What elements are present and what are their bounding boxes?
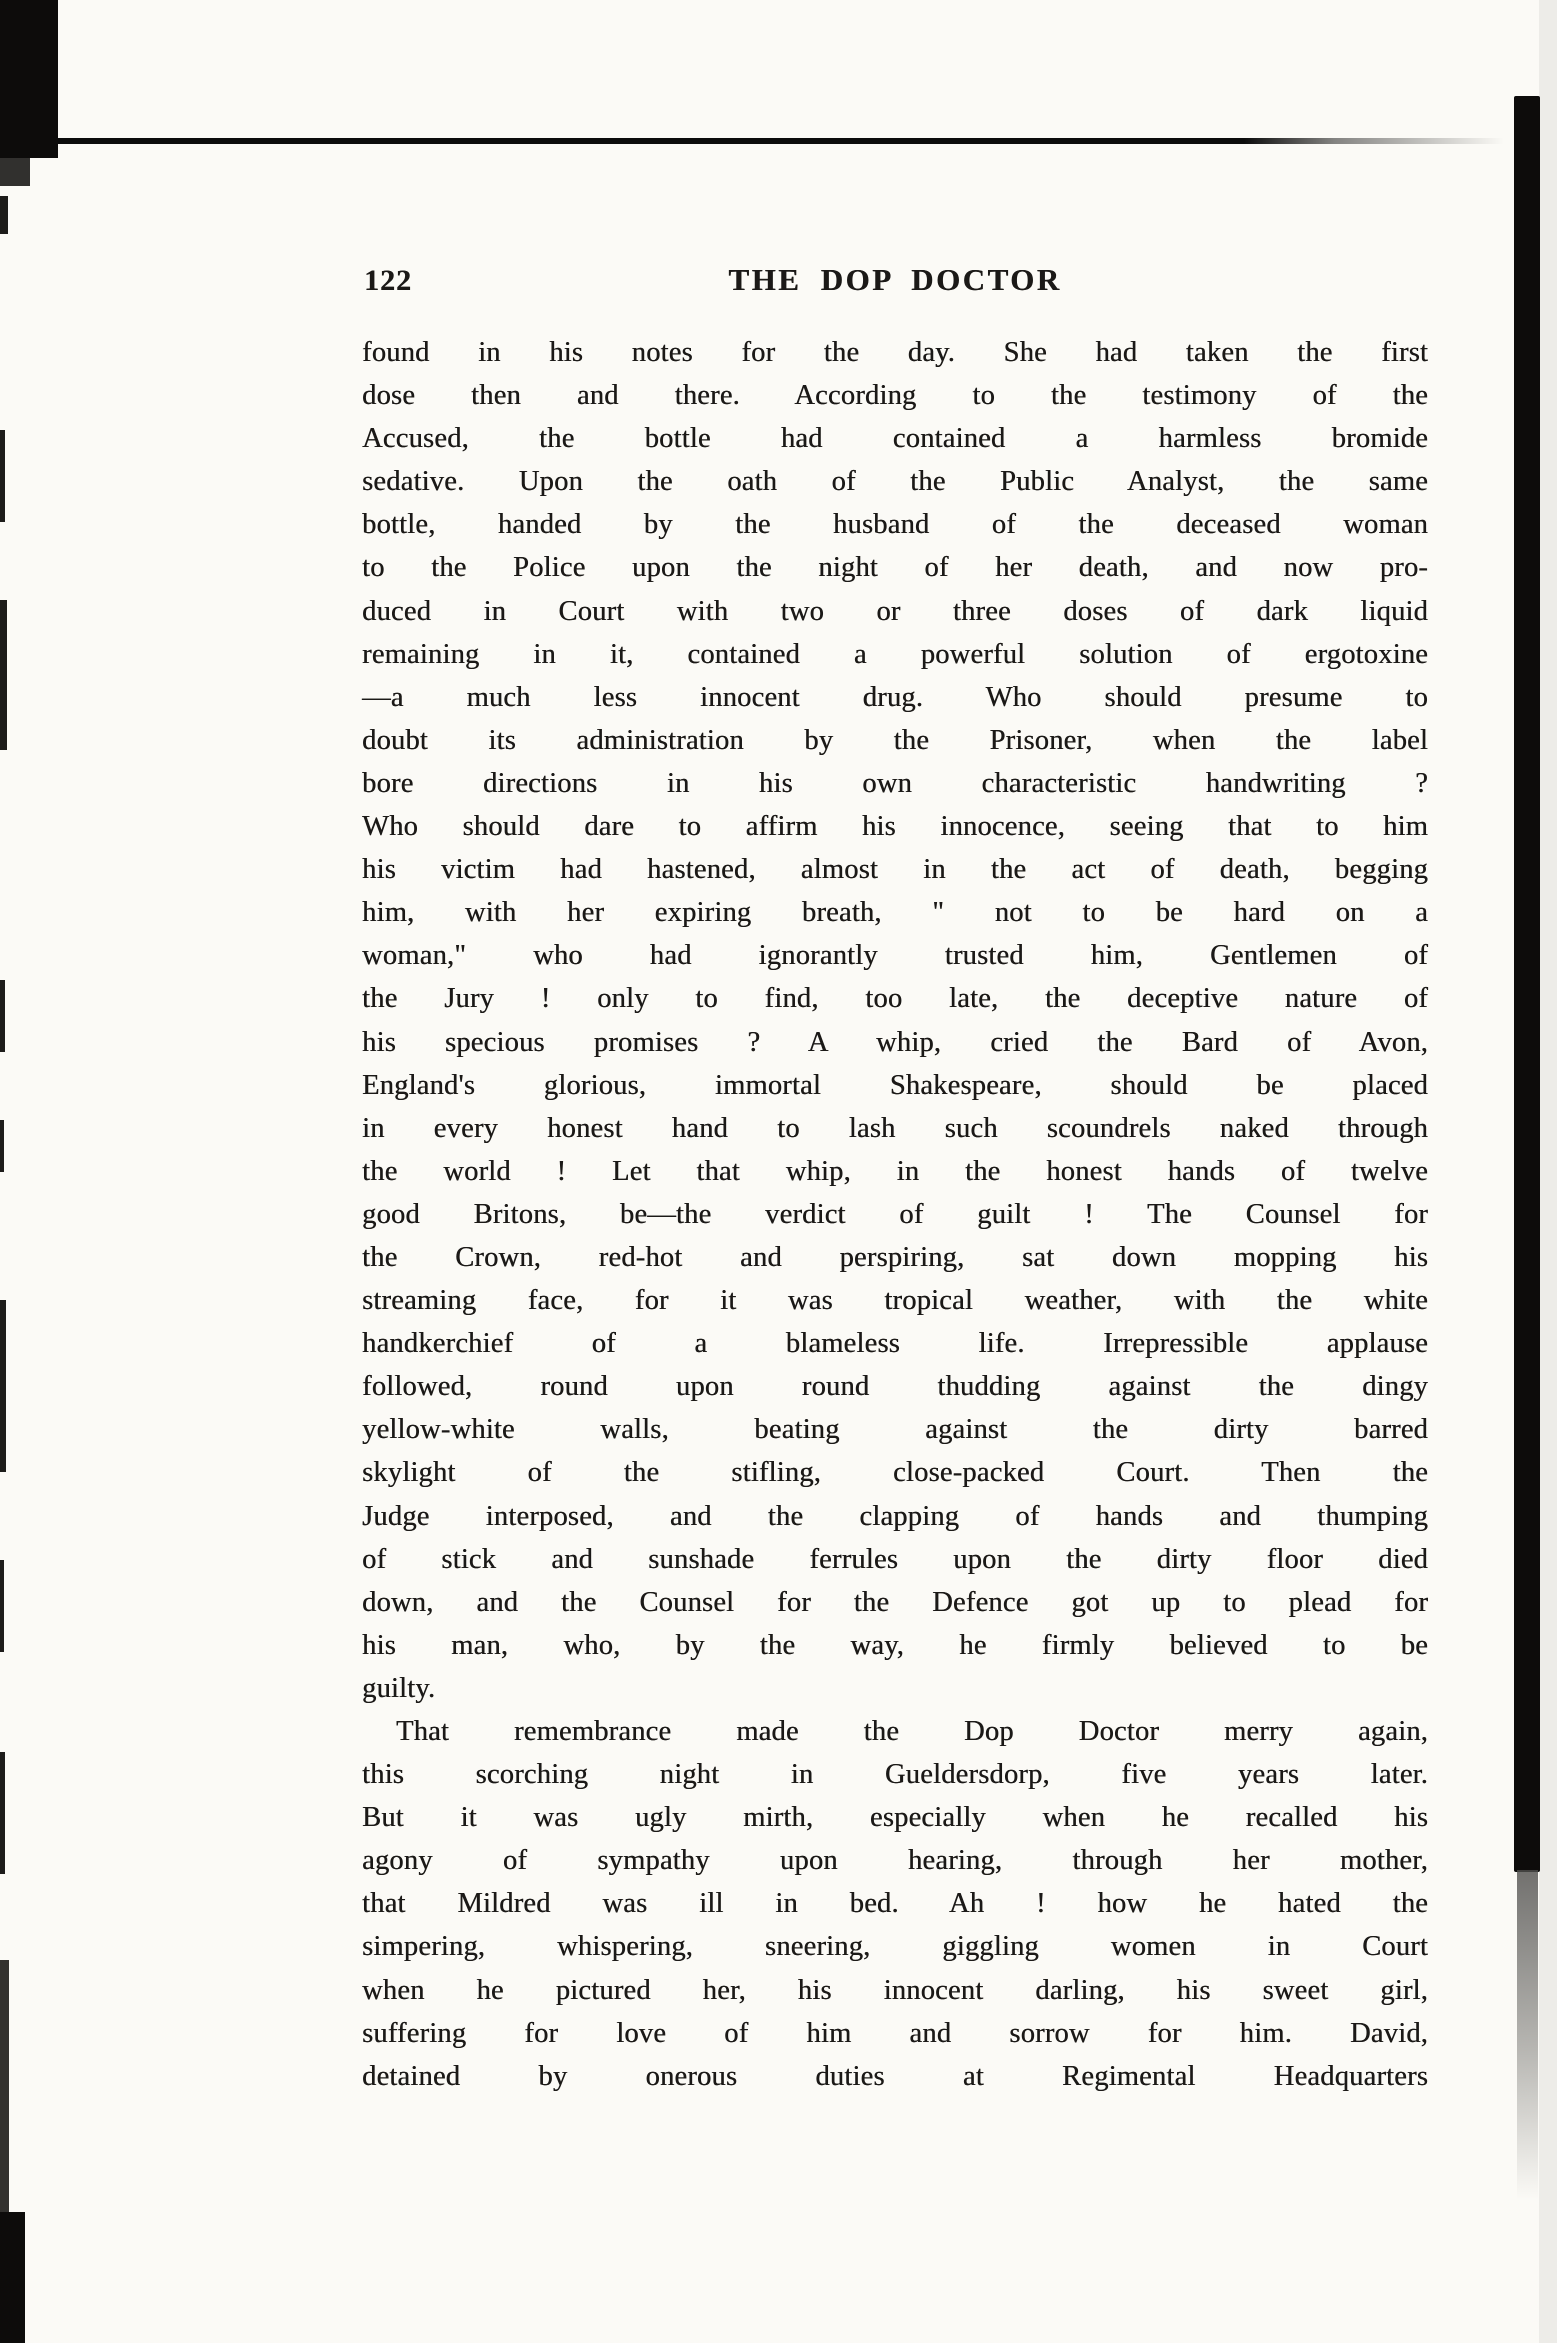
text-line: —a much less innocent drug. Who should presume to	[362, 681, 1428, 713]
text-line: duced in Court with two or three doses of dark liquid	[362, 595, 1428, 627]
page-number: 122	[364, 264, 412, 297]
text-line: down, and the Counsel for the Defence got up to plead for	[362, 1586, 1428, 1618]
text-line: that Mildred was ill in bed. Ah ! how he hated the	[362, 1888, 1428, 1920]
text-line: when he pictured her, his innocent darling, his sweet girl,	[362, 1974, 1428, 2006]
scan-edge-mark	[0, 1560, 4, 1652]
text-line: in every honest hand to lash such scoundrels naked through	[362, 1112, 1428, 1144]
text-line: skylight of the stifling, close-packed Court. Then the	[362, 1457, 1428, 1489]
text-line: Judge interposed, and the clapping of hands and thumping	[362, 1500, 1428, 1532]
scan-edge-mark	[0, 1752, 5, 1874]
text-line: bore directions in his own characteristic handwriting ?	[362, 767, 1428, 799]
text-line: followed, round upon round thudding against the dingy	[362, 1371, 1428, 1403]
scan-edge-mark	[0, 1120, 4, 1172]
text-line: guilty.	[362, 1672, 436, 1704]
text-line: England's glorious, immortal Shakespeare, should be placed	[362, 1069, 1428, 1101]
text-line: sedative. Upon the oath of the Public Analyst, the same	[362, 466, 1428, 498]
scan-binding-bar-fade	[1517, 1870, 1538, 2200]
text-line: woman," who had ignorantly trusted him, Gentlemen of	[362, 940, 1428, 972]
scan-edge-mark	[0, 600, 7, 750]
text-line: him, with her expiring breath, " not to be hard on a	[362, 897, 1428, 929]
text-line: detained by onerous duties at Regimental Headquarters	[362, 2060, 1428, 2092]
text-line: Who should dare to affirm his innocence, seeing that to him	[362, 811, 1428, 843]
text-line: his man, who, by the way, he firmly believed to be	[362, 1629, 1428, 1661]
scan-edge-mark	[0, 980, 5, 1052]
scan-corner-top-left	[0, 0, 58, 158]
text-line: good Britons, be—the verdict of guilt ! The Counsel for	[362, 1198, 1428, 1230]
text-line: found in his notes for the day. She had taken the first	[362, 337, 1428, 368]
text-line: of stick and sunshade ferrules upon the dirty floor died	[362, 1543, 1428, 1575]
scan-edge-mark	[0, 196, 8, 234]
text-line: But it was ugly mirth, especially when he recalled his	[362, 1802, 1428, 1834]
scan-edge-mark	[0, 1300, 6, 1472]
text-line: the world ! Let that whip, in the honest hands of twelve	[362, 1155, 1428, 1187]
text-line: streaming face, for it was tropical weather, with the white	[362, 1285, 1428, 1317]
text-line: agony of sympathy upon hearing, through her mother,	[362, 1845, 1428, 1877]
text-block	[362, 331, 1428, 2098]
text-line: Accused, the bottle had contained a harmless bromide	[362, 423, 1428, 455]
text-line: this scorching night in Gueldersdorp, five years later.	[362, 1759, 1428, 1791]
scan-corner-bottom-left	[0, 2212, 25, 2343]
scan-binding-bar	[1514, 96, 1540, 1872]
page-header-title: THE DOP DOCTOR	[728, 262, 1062, 297]
text-line: simpering, whispering, sneering, giggling women in Court	[362, 1931, 1428, 1963]
running-head	[362, 262, 1428, 310]
text-line: bottle, handed by the husband of the deceased woman	[362, 509, 1428, 541]
text-line: handkerchief of a blameless life. Irrepressible applause	[362, 1328, 1428, 1360]
text-line: to the Police upon the night of her death, and now pro-	[362, 552, 1428, 584]
text-line: remaining in it, contained a powerful solution of ergotoxine	[362, 638, 1428, 670]
text-line: his specious promises ? A whip, cried the Bard of Avon,	[362, 1026, 1428, 1058]
text-line: dose then and there. According to the testimony of the	[362, 380, 1428, 412]
text-line: the Crown, red-hot and perspiring, sat down mopping his	[362, 1241, 1428, 1273]
text-line: doubt its administration by the Prisoner, when the label	[362, 724, 1428, 756]
scan-edge-mark	[0, 430, 5, 522]
scan-right-gutter	[1539, 0, 1557, 2343]
text-line: his victim had hastened, almost in the act of death, begging	[362, 854, 1428, 886]
text-line: the Jury ! only to find, too late, the deceptive nature of	[362, 983, 1428, 1015]
text-line: suffering for love of him and sorrow for him. David,	[362, 2017, 1428, 2049]
text-line: yellow-white walls, beating against the dirty barred	[362, 1414, 1428, 1446]
text-line: That remembrance made the Dop Doctor merry again,	[396, 1716, 1428, 1747]
scan-top-line	[44, 138, 1506, 144]
scan-edge-mark	[0, 1960, 9, 2226]
